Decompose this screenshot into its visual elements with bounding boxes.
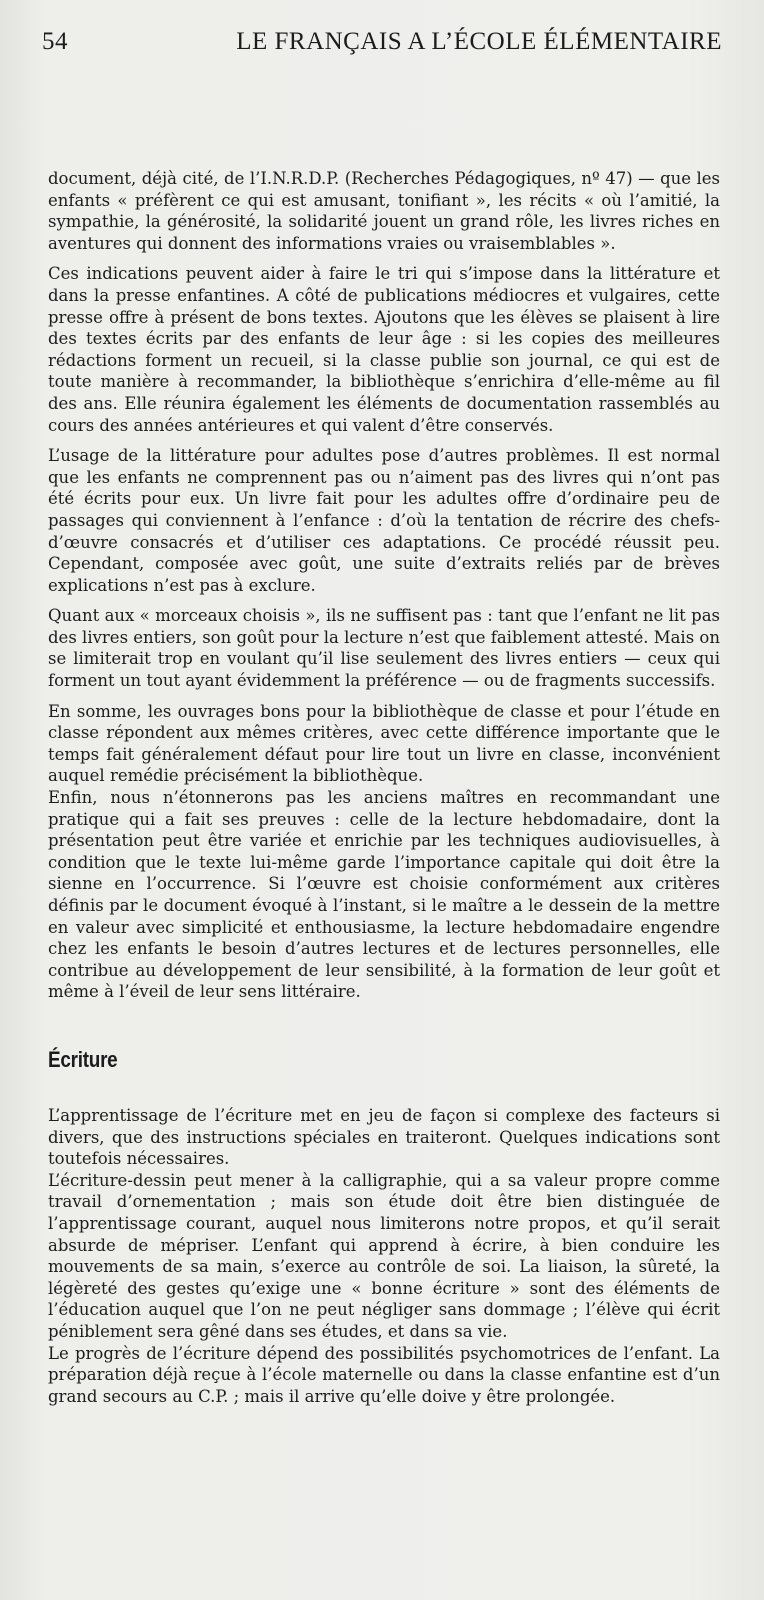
paragraph: L’écriture-dessin peut mener à la calligraphie, qui a sa valeur propre comme travail d’ornementation ; mais son étude doit être bien distinguée de l’apprentissage courant, auquel nous limiterons notre propos, et qu’il serait absurde de mépriser. L’enfant qui apprend à écrire, à bien conduire les mouvements de sa main, s’exerce au contrôle de soi. La liaison, la sûreté, la légèreté des gestes qu’exige une « bonne écriture » sont des éléments de l’éducation auquel que l’on ne peut négliger sans dommage ; l’élève qui écrit péniblement sera gêné dans ses études, et dans sa vie. <box>48 1170 720 1341</box>
running-head <box>42 28 722 62</box>
page-number: 54 <box>42 28 68 55</box>
paragraph: L’apprentissage de l’écriture met en jeu de façon si complexe des facteurs si divers, que des instructions spéciales en traiteront. Quelques indications sont toutefois nécessaires. <box>48 1105 720 1169</box>
paragraph: En somme, les ouvrages bons pour la bibliothèque de classe et pour l’étude en classe répondent aux mêmes critères, avec cette différence importante que le temps fait généralement défaut pour lire tout un livre en classe, inconvénient auquel remédie précisément la bibliothèque. <box>48 701 720 786</box>
paragraph: Le progrès de l’écriture dépend des possibilités psychomotrices de l’enfant. La préparation déjà reçue à l’école maternelle ou dans la classe enfantine est d’un grand secours au C.P. ; mais il arrive qu’elle doive y être prolongée. <box>48 1343 720 1406</box>
paragraph: Enfin, nous n’étonnerons pas les anciens maîtres en recommandant une pratique qui a fait ses preuves : celle de la lecture hebdomadaire, dont la présentation peut être variée et enrichie par les techniques audiovisuelles, à condition que le texte lui-même garde l’importance capitale qui doit être la sienne en l’occurrence. Si l’œuvre est choisie conformément aux critères définis par le document évoqué à l’instant, si le maître a le dessein de la mettre en valeur avec simplicité et enthousiasme, la lecture hebdomadaire engendre chez les enfants le besoin d’autres lectures et de lectures personnelles, elle contribue au développement de leur sensibilité, à la formation de leur goût et même à l’éveil de leur sens littéraire. <box>48 788 720 1002</box>
running-title: LE FRANÇAIS A L’ÉCOLE ÉLÉMENTAIRE <box>236 28 722 55</box>
paragraph: Ces indications peuvent aider à faire le tri qui s’impose dans la littérature et dans la presse enfantines. A côté de publications médiocres et vulgaires, cette presse offre à présent de bons textes. Ajoutons que les élèves se plaisent à lire des textes écrits par des enfants de leur âge : si les copies des meilleures rédactions forment un recueil, si la classe publie son journal, ce qui est de toute manière à recommander, la bibliothèque s’enrichira d’elle-même au fil des ans. Elle réunira également les éléments de documentation rassemblés au cours des années antérieures et qui valent d’être conservés. <box>48 264 720 435</box>
paragraph: document, déjà cité, de l’I.N.R.D.P. (Recherches Pédagogiques, nº 47) — que les enfants « préfèrent ce qui est amusant, tonifiant », les récits « où l’amitié, la sympathie, la générosité, la solidarité jouent un grand rôle, les livres riches en aventures qui donnent des informations vraies ou vraisemblables ». <box>48 169 720 253</box>
section-heading: Écriture <box>48 1046 118 1072</box>
body-text <box>48 168 720 1407</box>
paragraph: Quant aux « morceaux choisis », ils ne suffisent pas : tant que l’enfant ne lit pas des livres entiers, son goût pour la lecture n’est que faiblement attesté. Mais on se limiterait trop en voulant qu’il lise seulement des livres entiers — ceux qui forment un tout ayant évidemment la préférence — ou de fragments successifs. <box>48 606 720 691</box>
paragraph: L’usage de la littérature pour adultes pose d’autres problèmes. Il est normal que les enfants ne comprennent pas ou n’aiment pas des livres qui n’ont pas été écrits pour eux. Un livre fait pour les adultes offre d’ordinaire peu de passages qui conviennent à l’enfance : d’où la tentation de récrire des chefs-d’œuvre consacrés et d’utiliser ces adaptations. Ce procédé réussit peu. Cependant, composée avec goût, une suite d’extraits reliés par de brèves explications n’est pas à exclure. <box>48 446 720 595</box>
